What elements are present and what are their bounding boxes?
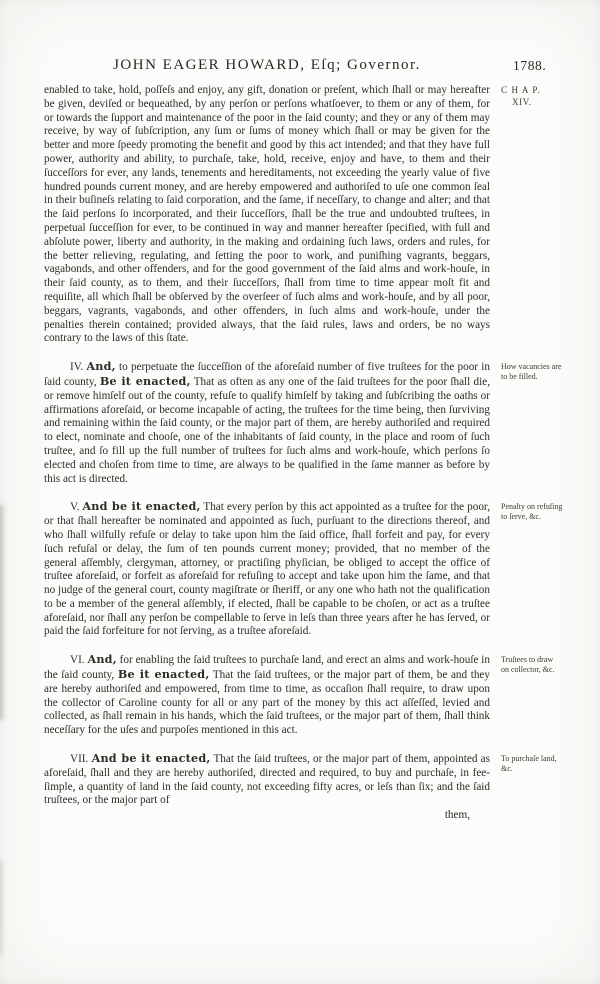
body-text: VI. [70, 654, 88, 667]
section-iv [44, 359, 562, 486]
body-text: That as often as any one of the ſaid truſtees for the poor ſhall die, or remove himſelf out of the county, refuſe to qualify himſelf by taking and ſubſcribing the oaths or affirmations aforeſaid, or become incapable of acting, the truſtees for the time being, then ſurviving and remaining within the ſaid county, or the major part of them, are hereby authoriſed and required to elect, nominate and chooſe, one of the inhabitants of ſaid county, in the place and room of ſuch truſtee, and ſo fill up the full number of truſtees for ſuch alms and work-houſe, which perſons ſo elected and choſen from time to time, are always to be qualified in the ſame manner as before by this act is directed. [44, 375, 490, 485]
paragraph-continuation [44, 84, 490, 346]
section-vii [44, 751, 557, 808]
enacting-phrase: Be it enacted, [99, 373, 191, 388]
body-text: That the ſaid truſtees, or the major part of them, be and they are hereby authoriſed and empowered, from time to time, as occaſion ſhall require, to draw upon the collector of Caroline county for all or any part of the money by this act aſſeſſed, levied and collected, as ſhall remain in his hands, which the ſaid truſtees, or the major part of them, ſhall think neceſſary for the uſes and purpoſes mentioned in this act. [44, 669, 490, 737]
enacting-phrase: And, [86, 359, 116, 374]
scan-artifact [0, 505, 6, 720]
scan-artifact [0, 860, 4, 955]
section-v [44, 499, 563, 639]
body-text: enabled to take, hold, poſſeſs and enjoy, any gift, donation or preſent, which ſhall or may hereafter be given, deviſed or bequeathed, by any perſon or perſons whatſoever, to them or any of them, for or towards the ſupport and maintenance of the poor in the ſaid county; and they or any of them may receive, by way of ſubſcription, any ſum or ſums of money which ſhall or may be given for the better and more ſpeedy promoting the benefit and good by this act intended; and that they have full power, authority and ability, to purchaſe, take, hold, receive, enjoy and have, to them and their ſucceſſors for ever, any lands, tenements and hereditaments, not exceeding the yearly value of five hundred pounds current money, and are hereby empowered and authoriſed to uſe one common ſeal in their buſineſs relating to ſaid corporation, and the ſame, if neceſſary, to change and alter; and that the ſaid perſons ſo incorporated, and their ſucceſſors, ſhall be the true and undoubted truſtees, in perpetual ſucceſſion for ever, to be continued in way and manner hereafter ſpecified, with full and abſolute power, liberty and authority, in the making and ordaining ſuch laws, orders and rules, for the better relieving, regulating, and ſetting the poor to work, and puniſhing vagrants, beggars, vagabonds, and other offenders, and for the good government of the ſaid alms and work-houſe, in their ſaid county, as to them, and their ſucceſſors, ſhall from time to time appear moſt fit and requiſite, all which ſhall be obſerved by the overſeer of ſuch alms and work-houſe, and by all poor, beggars, vagrants, vagabonds, and other offenders, in ſuch alms and work-houſe, under the penalties therein contained; provided always, that the ſaid rules, laws and orders, be no ways contrary to the laws of this ſtate. [44, 84, 490, 345]
body-text: That the ſaid truſtees, or the major part of them, appointed as aforeſaid, ſhall and they are hereby authoriſed, directed and required, to buy and purchaſe, in fee-ſimple, a quantity of land in the ſaid county, not exceeding fifty acres, or leſs than ſix; and the ſaid truſtees, or the major part of [44, 753, 490, 807]
margin-note: Truſtees to draw on collector, &c. [501, 655, 555, 675]
body-text: V. [70, 501, 83, 514]
margin-note: To purchaſe land, &c. [501, 754, 557, 773]
body-text: for enabling the ſaid truſtees to purchaſe land, and erect an alms and work-houſe in the ſaid county, [44, 654, 490, 682]
chapter-note [501, 85, 559, 108]
body-text: IV. [70, 361, 87, 374]
enacting-phrase: And be it enacted, [82, 499, 201, 514]
margin-note: How vacancies are to be filled. [501, 362, 562, 381]
margin-note: Penalty on refuſing to ſerve, &c. [501, 502, 563, 522]
chapter-label: C H A P. [501, 85, 541, 95]
enacting-phrase: And be it enacted, [91, 751, 211, 766]
enacting-phrase: Be it enacted, [117, 667, 210, 682]
body-text: That every perſon by this act appointed as a truſtee for the poor, or that ſhall hereafter be nominated and appointed as ſuch, purſuant to the directions thereof, and who ſhall wilfully refuſe or delay to take upon him the ſaid office, ſhall forfeit and pay, for every ſuch refuſal or delay, the ſum of ten pounds current money; provided, that no member of the general aſſembly, clergyman, attorney, or practiſing phyſician, be obliged to accept the office of truſtee aforeſaid, or forfeit as aforeſaid for refuſing to accept and take upon him the ſame, and that no judge of the general court, county magiſtrate or ſheriff, or any one who hath not the qualification to be a member of the general aſſembly, if elected, ſhall be capable to be choſen, or act as a truſtee aforeſaid, nor ſhall any perſon be compellable to ſerve in leſs than three years after he has ſerved, or paid the ſaid forfeiture for not ſerving, as a truſtee aforeſaid. [44, 501, 490, 638]
chapter-number: XIV. [512, 96, 532, 107]
running-head: JOHN EAGER HOWARD, Eſq; Governor. [113, 57, 421, 73]
section-vi [44, 652, 555, 738]
enacting-phrase: And, [87, 652, 117, 667]
body-text: VII. [70, 753, 92, 766]
body-text: to perpetuate the ſucceſſion of the aforeſaid number of five truſtees for the poor in ſaid county, [44, 361, 490, 388]
page-year: 1788. [513, 58, 547, 73]
catchword: them, [444, 809, 470, 822]
